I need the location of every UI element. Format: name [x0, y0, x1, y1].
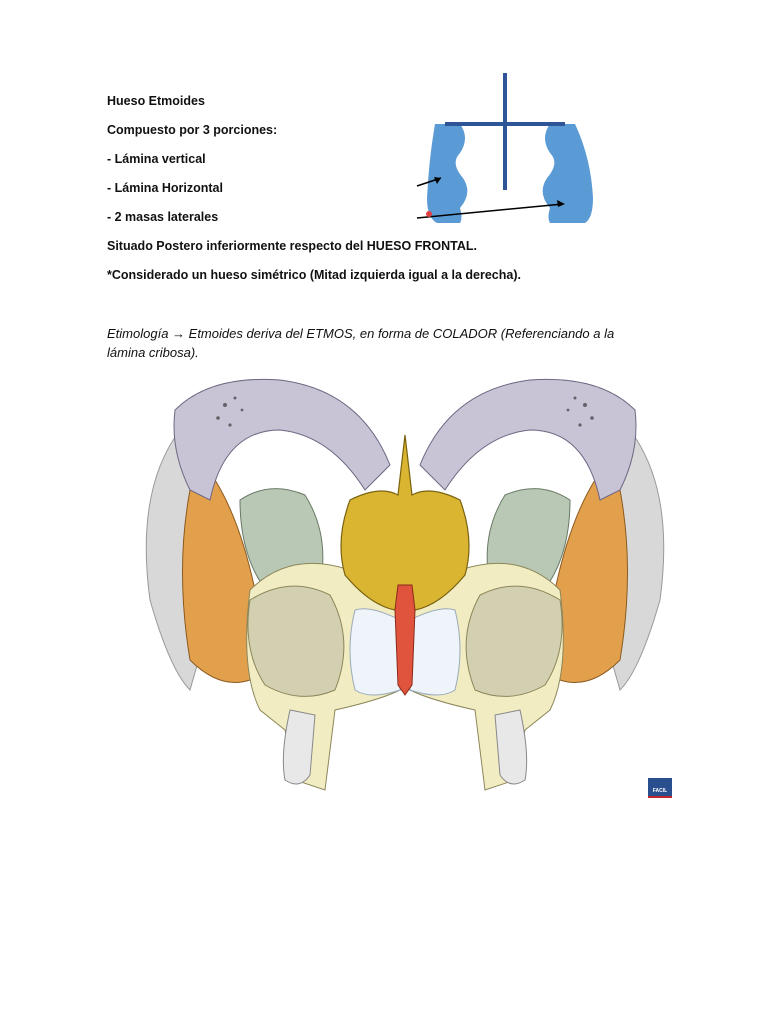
lateral-mass-left-shape	[427, 124, 467, 223]
location-text: Situado Postero inferiormente respecto del HUESO FRONTAL.	[107, 239, 477, 253]
maxillary-left-shape	[248, 586, 344, 696]
vomer-shape	[395, 585, 415, 695]
lateral-mass-right-shape	[543, 124, 593, 223]
portion-item: - 2 masas laterales	[107, 210, 219, 224]
portion-item: - Lámina Horizontal	[107, 181, 223, 195]
doc-intro: Compuesto por 3 porciones:	[107, 123, 278, 137]
marker-dot	[426, 211, 432, 217]
portion-item: - Lámina vertical	[107, 152, 206, 166]
ethmoid-schematic-diagram	[415, 68, 605, 233]
symmetry-note: *Considerado un hueso simétrico (Mitad izquierda igual a la derecha).	[107, 268, 521, 282]
nasal-cavity-shape	[410, 609, 460, 695]
ethmoid-anatomy-illustration	[130, 370, 680, 800]
frontal-left-shape	[174, 379, 390, 500]
doc-title: Hueso Etmoides	[107, 94, 205, 108]
pterygoid-left-shape	[283, 710, 315, 784]
frontal-right-shape	[420, 379, 636, 500]
nasal-cavity-shape	[350, 609, 400, 695]
maxillary-right-shape	[466, 586, 562, 696]
publisher-logo: FACIL	[648, 778, 672, 798]
etymology-text: Etimología → Etmoides deriva del ETMOS, en forma de COLADOR (Referenciando a la lámina cribosa).	[107, 326, 615, 360]
pterygoid-right-shape	[495, 710, 527, 784]
